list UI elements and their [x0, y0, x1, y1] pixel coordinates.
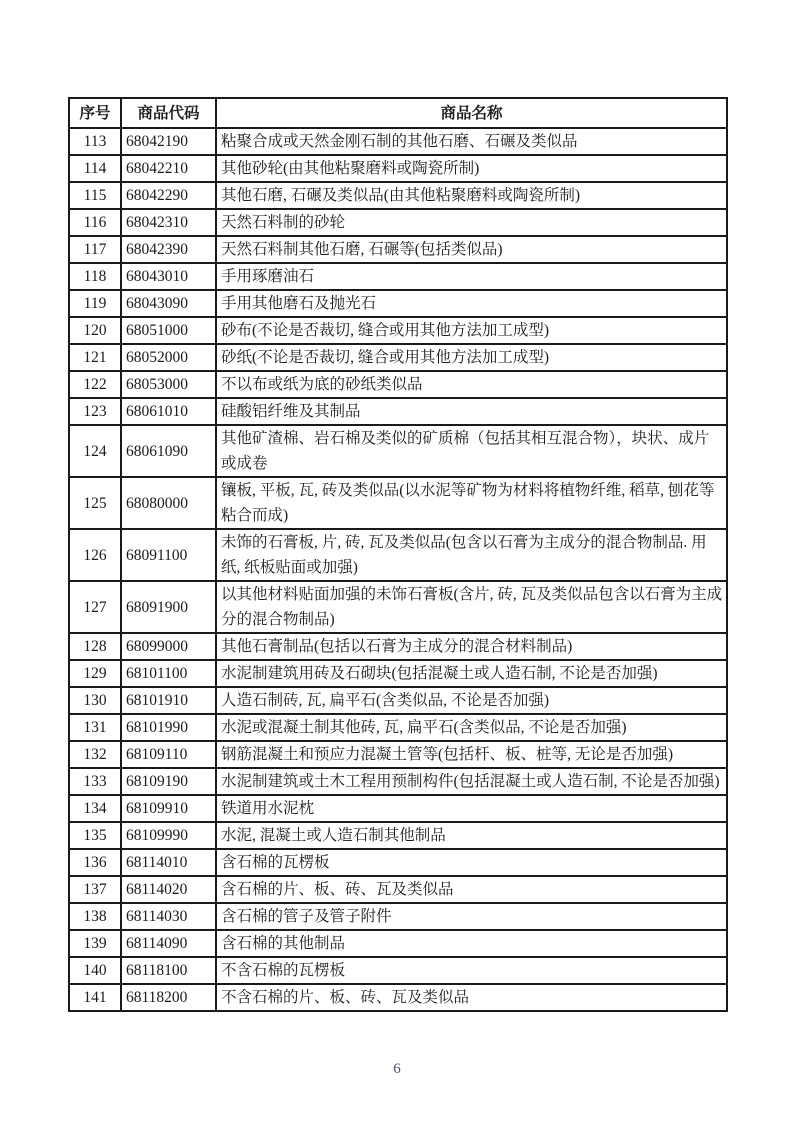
table-row	[69, 581, 727, 633]
row-name: 砂布(不论是否裁切, 缝合或用其他方法加工成型)	[216, 317, 727, 344]
column-header-serial: 序号	[69, 98, 121, 128]
table-row	[69, 344, 727, 371]
row-serial: 119	[69, 290, 121, 317]
row-serial: 120	[69, 317, 121, 344]
row-code: 68061090	[121, 425, 216, 477]
row-code: 68109990	[121, 822, 216, 849]
table-row	[69, 687, 727, 714]
row-name: 手用其他磨石及抛光石	[216, 290, 727, 317]
table-row	[69, 714, 727, 741]
row-code: 68042210	[121, 155, 216, 182]
row-serial: 130	[69, 687, 121, 714]
commodity-table	[68, 97, 728, 1012]
row-name: 其他矿渣棉、岩石棉及类似的矿质棉（包括其相互混合物），块状、成片或成卷	[216, 425, 727, 477]
column-header-name: 商品名称	[216, 98, 727, 128]
table-row	[69, 529, 727, 581]
row-serial: 125	[69, 477, 121, 529]
row-name: 不含石棉的片、板、砖、瓦及类似品	[216, 984, 727, 1011]
row-name: 含石棉的管子及管子附件	[216, 903, 727, 930]
table-row	[69, 930, 727, 957]
row-name: 未饰的石膏板, 片, 砖, 瓦及类似品(包含以石膏为主成分的混合物制品. 用纸, 纸板贴面或加强)	[216, 529, 727, 581]
row-code: 68101910	[121, 687, 216, 714]
row-serial: 138	[69, 903, 121, 930]
row-code: 68042310	[121, 209, 216, 236]
row-serial: 127	[69, 581, 121, 633]
row-code: 68053000	[121, 371, 216, 398]
row-serial: 140	[69, 957, 121, 984]
row-code: 68118100	[121, 957, 216, 984]
table-row	[69, 957, 727, 984]
row-serial: 132	[69, 741, 121, 768]
row-name: 其他砂轮(由其他粘聚磨料或陶瓷所制)	[216, 155, 727, 182]
row-serial: 137	[69, 876, 121, 903]
row-code: 68080000	[121, 477, 216, 529]
table-row	[69, 182, 727, 209]
row-serial: 124	[69, 425, 121, 477]
row-code: 68042190	[121, 128, 216, 155]
row-name: 硅酸铝纤维及其制品	[216, 398, 727, 425]
row-serial: 114	[69, 155, 121, 182]
row-serial: 131	[69, 714, 121, 741]
table-row	[69, 633, 727, 660]
table-row	[69, 849, 727, 876]
row-serial: 121	[69, 344, 121, 371]
row-code: 68042290	[121, 182, 216, 209]
row-code: 68114010	[121, 849, 216, 876]
row-serial: 141	[69, 984, 121, 1011]
row-code: 68109190	[121, 768, 216, 795]
row-code: 68101100	[121, 660, 216, 687]
row-serial: 128	[69, 633, 121, 660]
table-row	[69, 290, 727, 317]
row-name: 水泥或混凝土制其他砖, 瓦, 扁平石(含类似品, 不论是否加强)	[216, 714, 727, 741]
row-code: 68043090	[121, 290, 216, 317]
row-name: 天然石料制其他石磨, 石碾等(包括类似品)	[216, 236, 727, 263]
row-code: 68043010	[121, 263, 216, 290]
row-name: 粘聚合成或天然金刚石制的其他石磨、石碾及类似品	[216, 128, 727, 155]
row-code: 68042390	[121, 236, 216, 263]
table-row	[69, 768, 727, 795]
row-name: 天然石料制的砂轮	[216, 209, 727, 236]
table-row	[69, 398, 727, 425]
row-name: 不含石棉的瓦楞板	[216, 957, 727, 984]
row-name: 铁道用水泥枕	[216, 795, 727, 822]
table-row	[69, 822, 727, 849]
row-serial: 123	[69, 398, 121, 425]
row-serial: 136	[69, 849, 121, 876]
row-serial: 118	[69, 263, 121, 290]
row-serial: 135	[69, 822, 121, 849]
row-name: 含石棉的片、板、砖、瓦及类似品	[216, 876, 727, 903]
row-name: 水泥制建筑用砖及石砌块(包括混凝土或人造石制, 不论是否加强)	[216, 660, 727, 687]
row-serial: 134	[69, 795, 121, 822]
table-row	[69, 660, 727, 687]
row-code: 68114030	[121, 903, 216, 930]
row-name: 手用琢磨油石	[216, 263, 727, 290]
table-row	[69, 903, 727, 930]
row-name: 水泥制建筑或土木工程用预制构件(包括混凝土或人造石制, 不论是否加强)	[216, 768, 727, 795]
table-row	[69, 317, 727, 344]
table-row	[69, 209, 727, 236]
table-row	[69, 984, 727, 1011]
table-row	[69, 128, 727, 155]
row-code: 68052000	[121, 344, 216, 371]
table-header-row	[69, 98, 727, 128]
row-name: 其他石磨, 石碾及类似品(由其他粘聚磨料或陶瓷所制)	[216, 182, 727, 209]
row-name: 砂纸(不论是否裁切, 缝合或用其他方法加工成型)	[216, 344, 727, 371]
row-code: 68114020	[121, 876, 216, 903]
page-number: 6	[393, 1061, 401, 1077]
row-code: 68101990	[121, 714, 216, 741]
row-name: 不以布或纸为底的砂纸类似品	[216, 371, 727, 398]
row-name: 含石棉的其他制品	[216, 930, 727, 957]
row-code: 68091900	[121, 581, 216, 633]
row-code: 68061010	[121, 398, 216, 425]
row-serial: 117	[69, 236, 121, 263]
column-header-code: 商品代码	[121, 98, 216, 128]
row-serial: 115	[69, 182, 121, 209]
row-code: 68118200	[121, 984, 216, 1011]
row-name: 人造石制砖, 瓦, 扁平石(含类似品, 不论是否加强)	[216, 687, 727, 714]
table-row	[69, 263, 727, 290]
row-serial: 126	[69, 529, 121, 581]
row-name: 其他石膏制品(包括以石膏为主成分的混合材料制品)	[216, 633, 727, 660]
table-row	[69, 236, 727, 263]
row-code: 68109110	[121, 741, 216, 768]
row-code: 68099000	[121, 633, 216, 660]
row-name: 以其他材料贴面加强的未饰石膏板(含片, 砖, 瓦及类似品包含以石膏为主成分的混合物制品)	[216, 581, 727, 633]
row-serial: 139	[69, 930, 121, 957]
table-row	[69, 477, 727, 529]
table-row	[69, 425, 727, 477]
row-serial: 116	[69, 209, 121, 236]
row-serial: 113	[69, 128, 121, 155]
row-code: 68109910	[121, 795, 216, 822]
table-body	[69, 128, 727, 1011]
row-serial: 133	[69, 768, 121, 795]
row-serial: 129	[69, 660, 121, 687]
row-serial: 122	[69, 371, 121, 398]
row-code: 68114090	[121, 930, 216, 957]
row-name: 钢筋混凝土和预应力混凝土管等(包括杆、板、桩等, 无论是否加强)	[216, 741, 727, 768]
row-name: 水泥, 混凝土或人造石制其他制品	[216, 822, 727, 849]
table-row	[69, 741, 727, 768]
table-row	[69, 876, 727, 903]
row-name: 镶板, 平板, 瓦, 砖及类似品(以水泥等矿物为材料将植物纤维, 稻草, 刨花等粘合而成)	[216, 477, 727, 529]
table-row	[69, 155, 727, 182]
table-row	[69, 371, 727, 398]
row-name: 含石棉的瓦楞板	[216, 849, 727, 876]
row-code: 68051000	[121, 317, 216, 344]
table-row	[69, 795, 727, 822]
row-code: 68091100	[121, 529, 216, 581]
